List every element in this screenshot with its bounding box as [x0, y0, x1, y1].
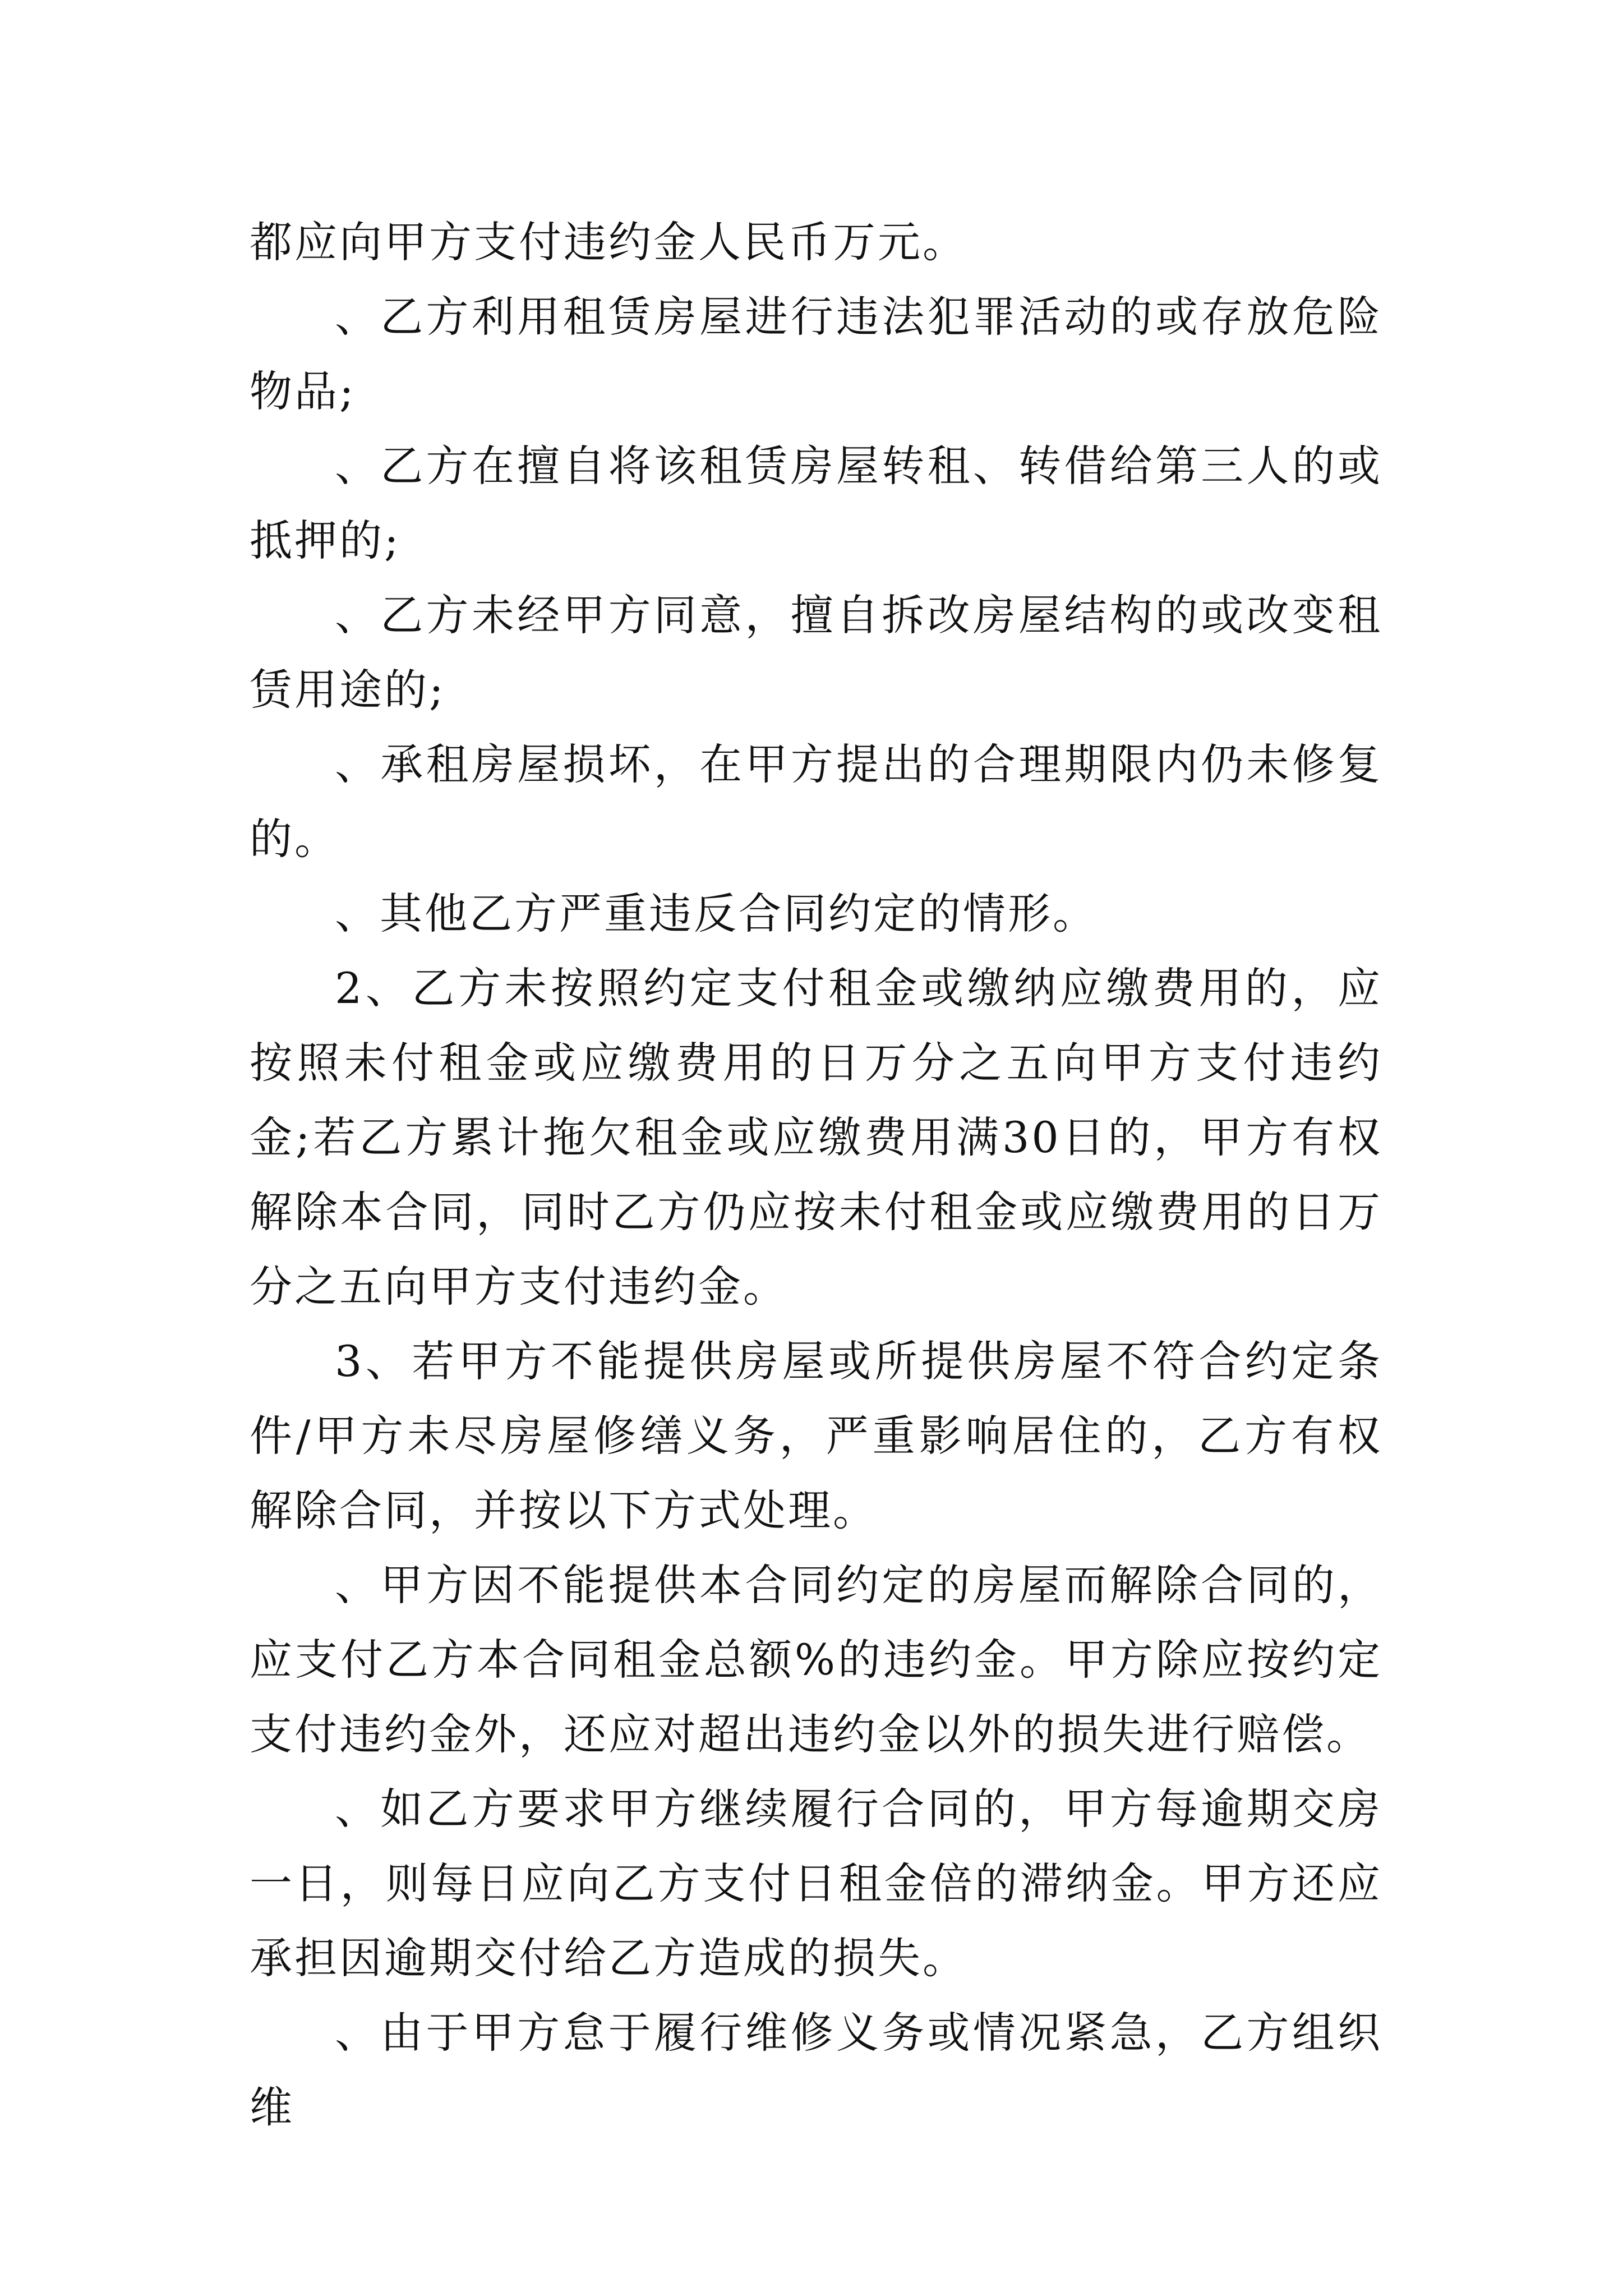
paragraph-landlord-breach: 3、若甲方不能提供房屋或所提供房屋不符合约定条件/甲方未尽房屋修缮义务，严重影响居住的，乙方有权解除合同，并按以下方式处理。 [250, 1336, 1382, 1535]
paragraph-late-rent: 2、乙方未按照约定支付租金或缴纳应缴费用的，应按照未付租金或应缴费用的日万分之五向甲方支付违约金;若乙方累计拖欠租金或应缴费用满30日的，甲方有权解除本合同，同时乙方仍应按未付租金或应缴费用的日万分之五向甲方支付违约金。 [250, 963, 1382, 1312]
paragraph-penalty-amount: 都应向甲方支付违约金人民币万元。 [250, 217, 967, 267]
paragraph-damage-unrepaired: 、承租房屋损坏，在甲方提出的合理期限内仍未修复的。 [250, 739, 1382, 864]
paragraph-repair-duty: 、由于甲方怠于履行维修义务或情况紧急，乙方组织维 [250, 2008, 1382, 2132]
document-body [250, 205, 1382, 2145]
paragraph-sublease: 、乙方在擅自将该租赁房屋转租、转借给第三人的或抵押的; [250, 441, 1382, 565]
paragraph-illegal-use: 、乙方利用租赁房屋进行违法犯罪活动的或存放危险物品; [250, 292, 1382, 416]
paragraph-other-breach: 、其他乙方严重违反合同约定的情形。 [335, 889, 1098, 938]
paragraph-structure-change: 、乙方未经甲方同意，擅自拆改房屋结构的或改变租赁用途的; [250, 590, 1382, 715]
paragraph-late-delivery: 、如乙方要求甲方继续履行合同的，甲方每逾期交房一日，则每日应向乙方支付日租金倍的滞纳金。甲方还应承担因逾期交付给乙方造成的损失。 [250, 1784, 1382, 1983]
paragraph-landlord-termination: 、甲方因不能提供本合同约定的房屋而解除合同的，应支付乙方本合同租金总额%的违约金。甲方除应按约定支付违约金外，还应对超出违约金以外的损失进行赔偿。 [250, 1560, 1382, 1759]
